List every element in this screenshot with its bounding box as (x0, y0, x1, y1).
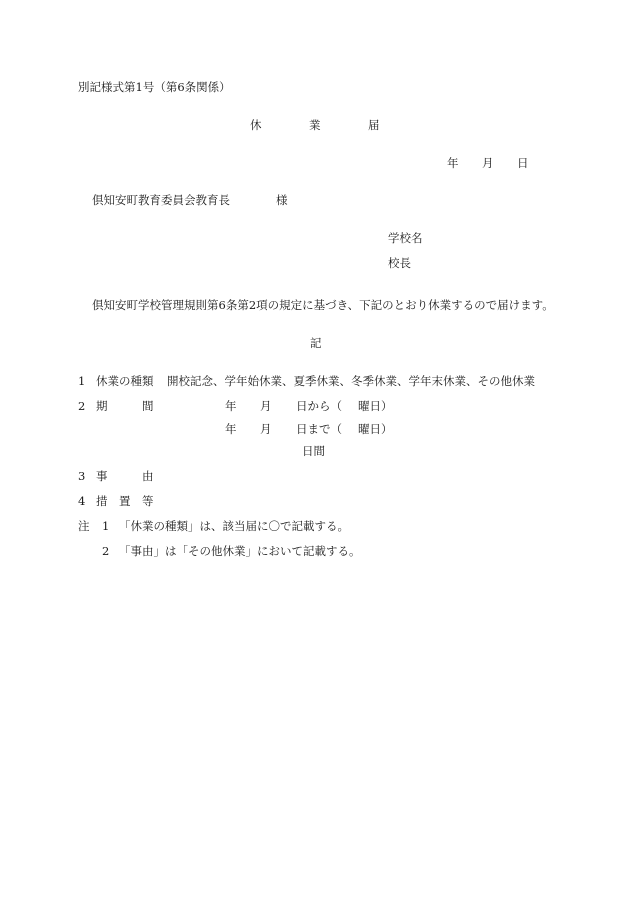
body-text: 倶知安町学校管理規則第6条第2項の規定に基づき、下記のとおり休業するので届けます。 (92, 298, 554, 312)
title-char-2: 業 (309, 118, 321, 132)
date-month-label: 月 (482, 156, 494, 170)
period-from-month: 月 (260, 399, 272, 413)
notes-prefix: 注 (78, 519, 90, 533)
note-1-text: 「休業の種類」は、該当届に〇で記載する。 (119, 519, 349, 533)
form-reference: 別記様式第1号（第6条関係） (78, 80, 231, 94)
school-name-label: 学校名 (388, 231, 423, 245)
period-to-month: 月 (260, 422, 272, 436)
ki-heading: 記 (310, 336, 322, 350)
item-4-number: 4 (78, 494, 86, 508)
item-2-label-1: 期 (96, 399, 108, 413)
item-4-label-2: 置 (119, 494, 131, 508)
recipient-honorific: 様 (276, 193, 288, 207)
item-3-label-2: 由 (142, 469, 154, 483)
item-1-label: 休業の種類 (96, 374, 154, 388)
item-4-label-3: 等 (142, 494, 154, 508)
date-year-label: 年 (447, 156, 459, 170)
item-1-number: 1 (78, 374, 86, 388)
period-from-weekday: 曜日） (358, 399, 393, 413)
item-1-value: 開校記念、学年始休業、夏季休業、冬季休業、学年末休業、その他休業 (167, 374, 535, 388)
period-to-weekday: 曜日） (358, 422, 393, 436)
title-char-3: 届 (368, 118, 380, 132)
period-to-day: 日まで（ (296, 422, 342, 436)
item-2-number: 2 (78, 399, 86, 413)
item-4-label-1: 措 (96, 494, 108, 508)
note-1-number: 1 (102, 519, 110, 533)
item-3-number: 3 (78, 469, 86, 483)
item-3-label-1: 事 (96, 469, 108, 483)
date-day-label: 日 (517, 156, 529, 170)
period-days-label: 日間 (302, 444, 325, 458)
principal-label: 校長 (388, 256, 411, 270)
period-to-year: 年 (225, 422, 237, 436)
title-char-1: 休 (250, 118, 262, 132)
item-2-label-2: 間 (142, 399, 154, 413)
period-from-day: 日から（ (296, 399, 342, 413)
note-2-text: 「事由」は「その他休業」において記載する。 (119, 544, 361, 558)
note-2-number: 2 (102, 544, 110, 558)
period-from-year: 年 (225, 399, 237, 413)
recipient-name: 倶知安町教育委員会教育長 (92, 193, 230, 207)
